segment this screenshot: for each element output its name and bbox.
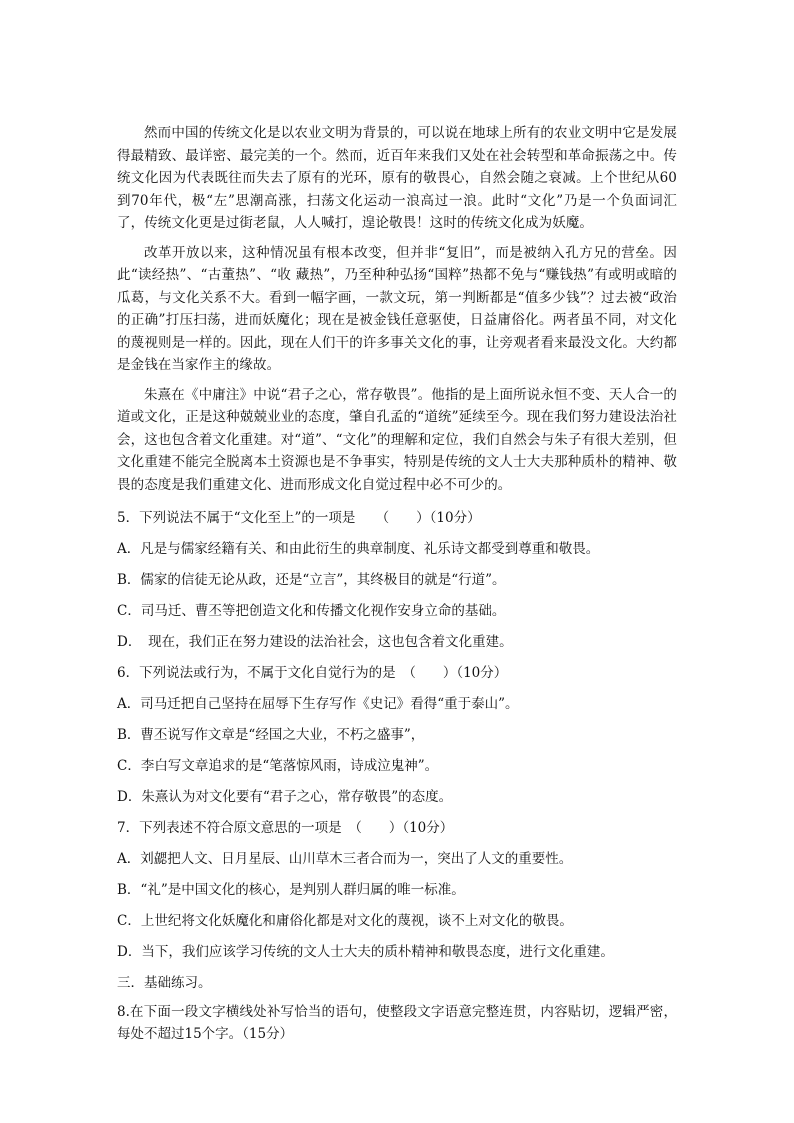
section-heading: 三．基础练习。 [117,975,212,991]
question-8: 8.在下面一段文字横线处补写恰当的语句，使整段文字语意完整连贯，内容贴切，逻辑严密，每处不超过15个字。（15分） [117,1004,677,1042]
option-c: C．李白写文章追求的是“笔落惊风雨，诗成泣鬼神”。 [117,758,439,774]
option-d: D． 现在，我们正在努力建设的法治社会，这也包含着文化重建。 [117,634,513,650]
option-b: B．儒家的信徒无论从政，还是“立言”，其终极目的就是“行道”。 [117,572,506,588]
passage-paragraph-3: 朱熹在《中庸注》中说“君子之心，常存敬畏”。他指的是上面所说永恒不变、天人合一的道或文化，正是这种兢兢业业的态度，肇自孔孟的“道统”延续至今。现在我们努力建设法治社会，这也包含着文化重建。对“道”、“文化”的理解和定位，我们自然会与朱子有很大差别，但文化重建不能完全脱离本土资源也是不争事实，特别是传统的文人士大夫那种质朴的精神、敬畏的态度是我们重建文化、进而形成文化自觉过程中必不可少的。 [117,386,677,493]
question-stem: 6．下列说法或行为，不属于文化自觉行为的是 （ ）（10分） [117,665,508,681]
question-5 [117,503,677,658]
passage-paragraph-1: 然而中国的传统文化是以农业文明为背景的，可以说在地球上所有的农业文明中它是发展得最精致、最详密、最完美的一个。然而，近百年来我们又处在社会转型和革命振荡之中。传统文化因为代表既往而失去了原有的光环，原有的敬畏心，自然会随之衰减。上个世纪从60到70年代，极“左”思潮高涨，扫荡文化运动一浪高过一浪。此时“文化”乃是一个负面词汇了，传统文化更是过街老鼠，人人喊打，遑论敬畏！这时的传统文化成为妖魔。 [117,125,677,231]
option-a: A．司马迁把自己坚持在屈辱下生存写作《史记》看得“重于泰山”。 [117,696,519,712]
question-stem: 7．下列表述不符合原文意思的一项是 （ ）（10分） [117,820,454,836]
option-d: D．当下，我们应该学习传统的文人士大夫的质朴精神和敬畏态度，进行文化重建。 [117,944,614,960]
option-c: C．司马迁、曹丕等把创造文化和传播文化视作安身立命的基础。 [117,603,506,619]
option-b: B．“礼”是中国文化的核心，是判别人群归属的唯一标准。 [117,882,465,898]
option-a: A．凡是与儒家经籍有关、和由此衍生的典章制度、礼乐诗文都受到尊重和敬畏。 [117,541,600,557]
passage-paragraph-2: 改革开放以来，这种情况虽有根本改变，但并非“复旧”，而是被纳入孔方兄的营垒。因此“读经热”、“古董热”、“收 藏热”，乃至种种弘扬“国粹”热都不免与“赚钱热”有或明或暗的瓜葛，与文化关系不大。看到一幅字画，一款文玩，第一判断都是“值多少钱”？过去被“政治的正确”打压扫荡，进而妖魔化；现在是被金钱任意驱使，日益庸俗化。两者虽不同，对文化的蔑视则是一样的。因此，现在人们干的许多事关文化的事，让旁观者看来最没文化。大约都是金钱在当家作主的缘故。 [117,244,677,373]
option-b: B．曹丕说写作文章是“经国之大业，不朽之盛事”， [117,727,425,743]
question-stem: 5．下列说法不属于“文化至上”的一项是 （ ）（10分） [117,510,481,526]
question-6 [117,658,677,813]
option-a: A．刘勰把人文、日月星辰、山川草木三者合而为一，突出了人文的重要性。 [117,851,573,867]
question-7 [117,813,677,968]
document-page [117,122,677,1045]
option-d: D．朱熹认为对文化要有“君子之心，常存敬畏”的态度。 [117,789,453,805]
option-c: C．上世纪将文化妖魔化和庸俗化都是对文化的蔑视，谈不上对文化的敬畏。 [117,913,573,929]
